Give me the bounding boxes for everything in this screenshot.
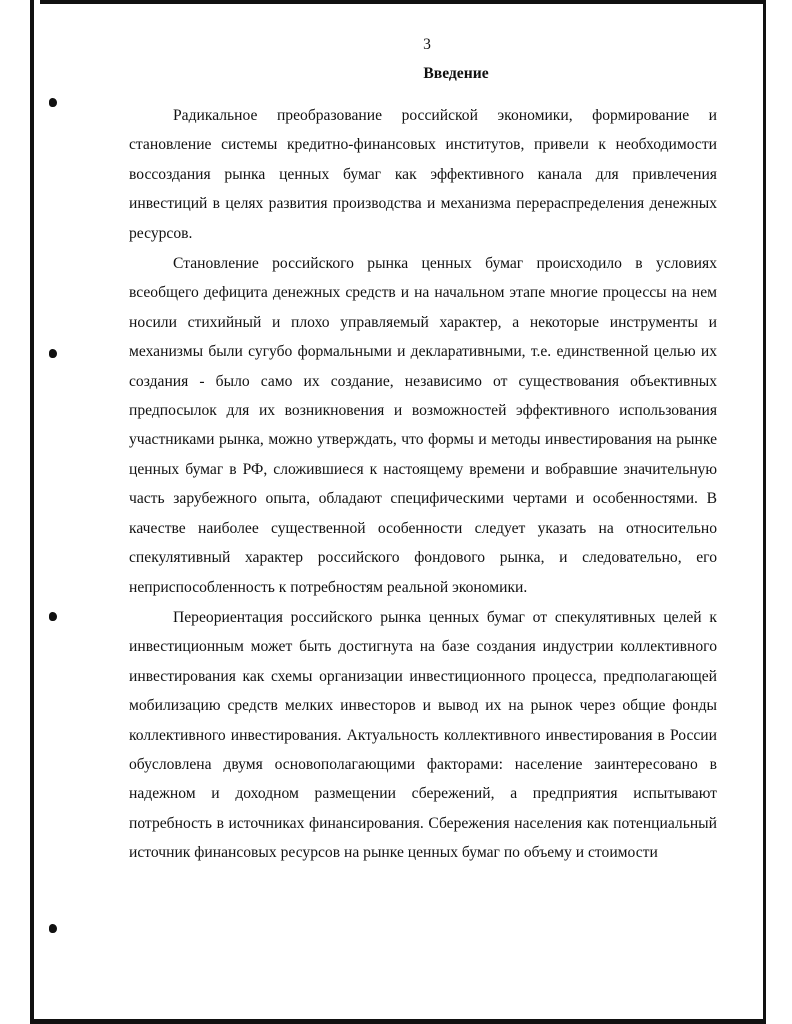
- punch-hole-mark: [49, 612, 57, 621]
- scan-border-bottom: [30, 1019, 766, 1024]
- scan-border-top: [40, 0, 765, 4]
- scan-border-right: [763, 0, 766, 1024]
- section-heading: Введение: [423, 65, 489, 82]
- paragraph-2: Становление российского рынка ценных бумаг происходило в условиях всеобщего дефицита денежных средств и на начальном этапе многие процессы на нем носили стихийный и плохо управляемый характер, а некоторые инструменты и механизмы были сугубо формальными и декларативными, т.е. единственной целью их создания - было само их создание, независимо от существования объективных предпосылок для их возникновения и возможностей эффективного использования участниками рынка, можно утверждать, что формы и методы инвестирования на рынке ценных бумаг в РФ, сложившиеся к настоящему времени и вобравшие значительную часть зарубежного опыта, обладают специфическими чертами и особенностями. В качестве наиболее существенной особенности следует указать на относительно спекулятивный характер российского фондового рынка, и следовательно, его неприспособленность к потребностям реальной экономики.: [129, 255, 717, 596]
- page-number: 3: [423, 36, 431, 53]
- paragraph-1: Радикальное преобразование российской экономики, формирование и становление системы кредитно-финансовых институтов, привели к необходимости воссоздания рынка ценных бумаг как эффективного канала для привлечения инвестиций в целях развития производства и механизма перераспределения денежных ресурсов.: [129, 107, 717, 242]
- punch-hole-mark: [49, 98, 57, 107]
- scan-border-left: [30, 0, 34, 1024]
- paragraph-3: Переориентация российского рынка ценных бумаг от спекулятивных целей к инвестиционным может быть достигнута на базе создания индустрии коллективного инвестирования как схемы организации инвестиционного процесса, предполагающей мобилизацию средств мелких инвесторов и вывод их на рынок через общие фонды коллективного инвестирования. Актуальность коллективного инвестирования в России обусловлена двумя основополагающими факторами: население заинтересовано в надежном и доходном размещении сбережений, а предприятия испытывают потребность в источниках финансирования. Сбережения населения как потенциальный источник финансовых ресурсов на рынке ценных бумаг по объему и стоимости: [129, 608, 717, 862]
- punch-hole-mark: [49, 349, 57, 358]
- document-page: [129, 34, 717, 868]
- punch-hole-mark: [49, 924, 57, 933]
